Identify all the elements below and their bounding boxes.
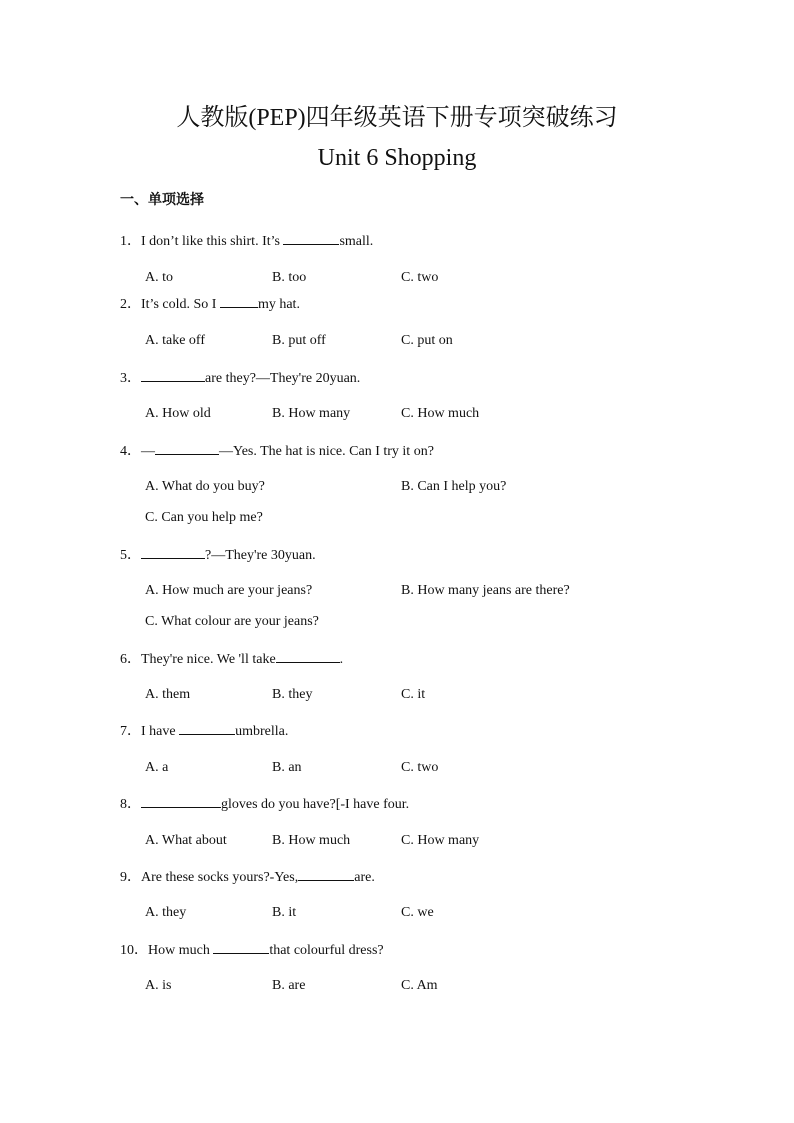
question-text-before: I don’t like this shirt. It’s xyxy=(141,234,284,249)
question-text-before: Are these socks yours?-Yes, xyxy=(141,870,299,885)
question-text-before: How much xyxy=(148,943,214,958)
option-b: B. are xyxy=(272,978,306,993)
question-text-before: They're nice. We 'll take xyxy=(141,652,276,667)
question-number: 3． xyxy=(120,371,141,386)
worksheet-subtitle: Unit 6 Shopping xyxy=(317,145,477,171)
option-b: B. too xyxy=(272,270,307,285)
question-text-after: umbrella. xyxy=(235,724,289,739)
option-b: B. they xyxy=(272,687,313,702)
option-b: B. Can I help you? xyxy=(401,479,507,494)
answer-blank xyxy=(283,230,339,245)
question-text-after: gloves do you have?[-I have four. xyxy=(221,797,410,812)
option-b: B. How many jeans are there? xyxy=(401,583,570,598)
option-c: C. two xyxy=(401,270,439,285)
worksheet-title: 人教版(PEP)四年级英语下册专项突破练习 xyxy=(176,105,618,131)
option-a: A. How old xyxy=(145,406,211,421)
option-a: A. What do you buy? xyxy=(145,479,265,494)
answer-blank xyxy=(141,367,205,382)
question-text-after: . xyxy=(339,652,344,667)
option-c: C. Can you help me? xyxy=(145,510,263,525)
question-10 xyxy=(120,939,384,959)
option-c: C. put on xyxy=(401,333,453,348)
question-text-after: —Yes. The hat is nice. Can I try it on? xyxy=(219,444,434,459)
answer-blank xyxy=(155,440,219,455)
option-a: A. to xyxy=(145,270,173,285)
question-number: 2． xyxy=(120,297,141,312)
question-number: 7． xyxy=(120,724,141,739)
option-b: B. an xyxy=(272,760,302,775)
answer-blank xyxy=(141,544,205,559)
option-a: A. a xyxy=(145,760,169,775)
question-number: 5． xyxy=(120,548,141,563)
question-text-after: small. xyxy=(339,234,374,249)
option-c: C. Am xyxy=(401,978,438,993)
question-number: 6． xyxy=(120,652,141,667)
question-number: 8． xyxy=(120,797,141,812)
answer-blank xyxy=(220,293,258,308)
option-a: A. them xyxy=(145,687,191,702)
option-a: A. they xyxy=(145,905,187,920)
question-number: 4． xyxy=(120,444,141,459)
question-number: 1． xyxy=(120,234,141,249)
option-c: C. How many xyxy=(401,833,480,848)
option-a: A. How much are your jeans? xyxy=(145,583,313,598)
question-number: 10． xyxy=(120,943,148,958)
option-b: B. put off xyxy=(272,333,326,348)
answer-blank xyxy=(298,866,354,881)
question-1 xyxy=(120,230,373,250)
question-2 xyxy=(120,293,300,313)
option-c: C. it xyxy=(401,687,426,702)
answer-blank xyxy=(276,648,340,663)
question-text-before: I have xyxy=(141,724,180,739)
option-a: A. is xyxy=(145,978,172,993)
question-text-before: — xyxy=(141,444,155,459)
option-c: C. How much xyxy=(401,406,480,421)
question-8 xyxy=(120,793,409,813)
question-text-before: It’s cold. So I xyxy=(141,297,220,312)
option-c: C. What colour are your jeans? xyxy=(145,614,319,629)
option-c: C. two xyxy=(401,760,439,775)
question-5 xyxy=(120,544,316,564)
question-4 xyxy=(120,440,434,460)
question-text-after: are they?—They're 20yuan. xyxy=(205,371,361,386)
question-3 xyxy=(120,367,360,387)
option-b: B. it xyxy=(272,905,297,920)
section-heading: 一、单项选择 xyxy=(120,192,204,208)
option-a: A. What about xyxy=(145,833,227,848)
question-number: 9． xyxy=(120,870,141,885)
question-text-after: that colourful dress? xyxy=(269,943,384,958)
question-6 xyxy=(120,648,343,668)
question-text-after: my hat. xyxy=(257,297,300,312)
answer-blank xyxy=(179,720,235,735)
question-text-after: are. xyxy=(354,870,375,885)
question-9 xyxy=(120,866,375,886)
option-b: B. How much xyxy=(272,833,351,848)
answer-blank xyxy=(213,939,269,954)
option-c: C. we xyxy=(401,905,434,920)
question-7 xyxy=(120,720,288,740)
question-text-after: ?—They're 30yuan. xyxy=(205,548,316,563)
option-b: B. How many xyxy=(272,406,351,421)
option-a: A. take off xyxy=(145,333,205,348)
answer-blank xyxy=(141,793,221,808)
